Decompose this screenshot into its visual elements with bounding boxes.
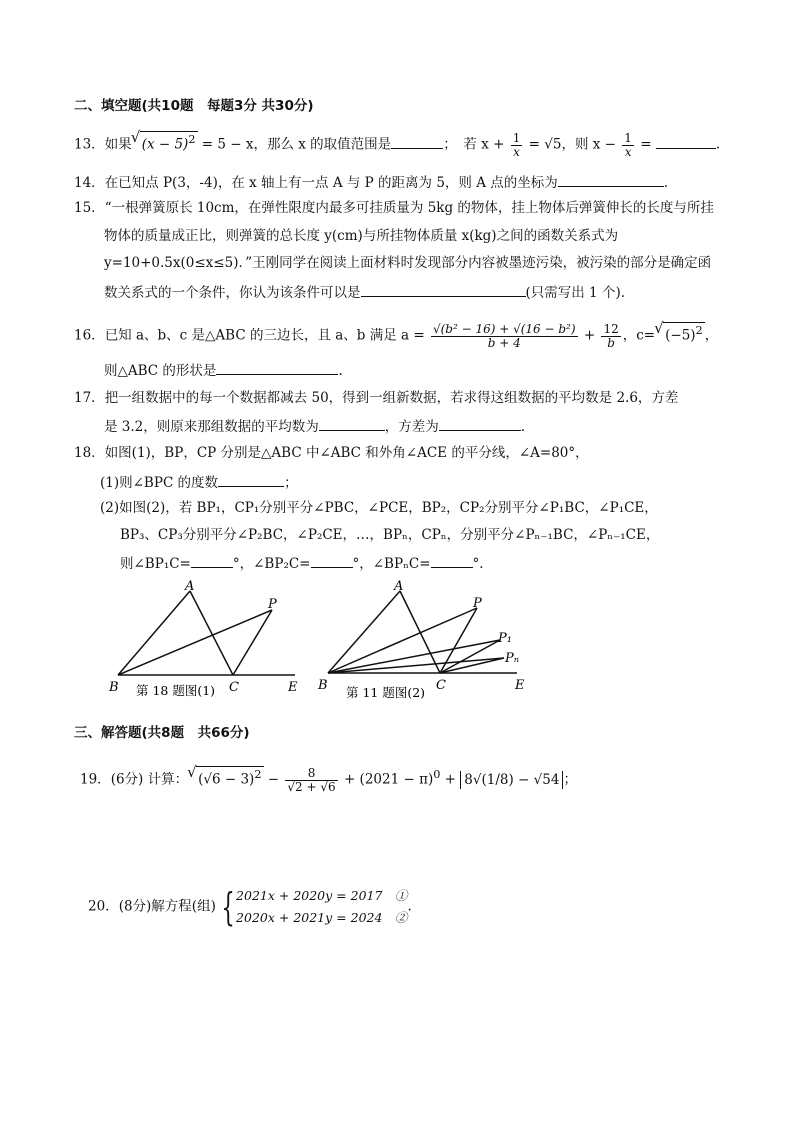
- q17-number: 17．: [74, 390, 105, 406]
- question-16-line-2: [104, 360, 343, 380]
- q18-line-3: (2)如图(2)，若 BP₁，CP₁分别平分∠PBC，∠PCE，BP₂，CP₂分别平分∠P₁BC，∠P₁CE，: [100, 500, 658, 516]
- question-17-line-2: [104, 416, 525, 436]
- q18-line-5a: 则∠BP₁C=: [120, 556, 191, 572]
- fig2-line-BP1: [328, 640, 500, 673]
- question-15-line-1: [74, 199, 714, 217]
- q13-text-1: 如果: [104, 136, 132, 153]
- question-18-line-5: [120, 553, 484, 573]
- q15-blank[interactable]: [361, 282, 526, 297]
- q19-end: ；: [563, 771, 577, 788]
- q19-abs: [460, 771, 563, 789]
- q16-fraction-2: [601, 323, 620, 350]
- q16-text-4: ，: [704, 327, 719, 344]
- q14-blank[interactable]: [558, 172, 664, 187]
- q19-abs-expr: 8√(1/8) − √54: [464, 771, 560, 788]
- q13-sqrt-expr: (x − 5): [141, 136, 189, 153]
- q16-sqrt-expr: (−5): [665, 327, 696, 344]
- q13-fraction-1: [511, 132, 523, 159]
- q13-text-5: =: [635, 136, 656, 153]
- q13-sqrt: [140, 131, 198, 153]
- q16-blank[interactable]: [216, 360, 338, 375]
- fig2-label-Pn: Pₙ: [505, 651, 520, 666]
- q17-line-1: 把一组数据中的每一个数据都减去 50，得到一组新数据，若求得这组数据的平均数是 2.6，方差: [104, 390, 679, 406]
- q20-brace: {: [221, 884, 235, 929]
- q20-text-1: (8分)解方程(组): [118, 898, 216, 915]
- q16-text-1: 已知 a、b、c 是△ABC 的三边长，且 a、b 满足 a =: [104, 327, 429, 344]
- section-2-title: 二、填空题(共10题 每题3分 共30分): [74, 98, 314, 114]
- q18-blank-2[interactable]: [191, 553, 233, 568]
- fig1-label-E: E: [288, 680, 298, 695]
- q15-number: 15．: [74, 200, 105, 216]
- q20-equation-2: 2020x + 2021y = 2024 ②: [236, 909, 408, 925]
- q19-sqrt-expr: (√6 − 3): [198, 771, 255, 788]
- q16-fraction-1: [431, 323, 578, 350]
- q20-equation-1: 2021x + 2020y = 2017 ①: [236, 887, 408, 903]
- fig2-caption: 第 11 题图(2): [346, 685, 426, 700]
- fig1-line-AC: [190, 591, 233, 675]
- q13-text-2: = 5 − x，那么 x 的取值范围是: [197, 136, 392, 153]
- q16-number: 16．: [74, 327, 105, 344]
- fig1-label-A: A: [185, 579, 195, 594]
- q16-line-2: 则△ABC 的形状是: [104, 363, 217, 379]
- q15-line-4a: 数关系式的一个条件，你认为该条件可以是: [104, 285, 361, 301]
- q16-end: .: [338, 363, 343, 379]
- q18-number: 18．: [74, 445, 105, 461]
- q18-line-2b: ；: [284, 475, 298, 491]
- q20-number: 20．: [88, 898, 119, 915]
- q18-blank-1[interactable]: [218, 472, 284, 487]
- fig1-line-BA: [118, 591, 190, 675]
- q19-number: 19．: [80, 771, 111, 788]
- q15-line-4b: (只需写出 1 个).: [525, 285, 625, 301]
- q16-frac2-num: 12: [603, 321, 619, 336]
- q15-line-3: y=10+0.5x(0≤x≤5)．”王刚同学在阅读上面材料时发现部分内容被墨迹污染，被污染的部分是确定函: [104, 255, 712, 271]
- question-19: [80, 766, 577, 794]
- fig1-line-CP: [233, 610, 272, 675]
- question-18: [74, 444, 589, 462]
- q13-end: .: [715, 136, 721, 153]
- question-13: [74, 131, 720, 159]
- q19-frac-num: 8: [285, 767, 337, 781]
- q13-frac2-den: x: [624, 144, 632, 159]
- q13-text-4: = √5，则 x −: [524, 136, 621, 153]
- q13-number: 13．: [74, 136, 105, 153]
- q16-text-2: +: [579, 327, 600, 344]
- q13-frac2-num: 1: [624, 130, 632, 145]
- q19-sqrt: [196, 766, 263, 788]
- q19-text-1: (6分) 计算：: [110, 771, 189, 788]
- fig1-label-C: C: [229, 680, 239, 695]
- q17-blank-2[interactable]: [439, 416, 521, 431]
- q17-line-2a: 是 3.2，则原来那组数据的平均数为: [104, 419, 319, 435]
- q17-end: .: [520, 419, 526, 435]
- section-3-title: 三、解答题(共8题 共66分): [74, 725, 250, 741]
- fig1-caption: 第 18 题图(1): [136, 683, 216, 698]
- fig2-label-C: C: [436, 678, 446, 693]
- q20-equation-system: [236, 885, 407, 929]
- fig2-line-BP: [328, 608, 477, 673]
- q19-fraction: [285, 767, 337, 794]
- q18-blank-4[interactable]: [431, 553, 473, 568]
- fig2-line-BPn: [328, 658, 504, 673]
- q19-text-3: + (2021 − π): [339, 771, 434, 788]
- question-15-line-4: [104, 282, 625, 302]
- q14-number: 14．: [74, 175, 105, 191]
- q13-frac-den: x: [513, 144, 520, 159]
- q18-line-5c: °，∠BPₙC=: [352, 556, 431, 572]
- q19-sup: 2: [254, 768, 262, 781]
- q18-line-5b: °，∠BP₂C=: [232, 556, 311, 572]
- q20-end: .: [407, 898, 412, 915]
- q19-text-4: +: [440, 771, 461, 788]
- q19-sup-2: 0: [433, 768, 441, 781]
- q17-blank-1[interactable]: [319, 416, 385, 431]
- q15-line-1: “一根弹簧原长 10cm，在弹性限度内最多可挂质量为 5kg 的物体，挂上物体后弹簧伸长的长度与所挂: [104, 200, 714, 216]
- q16-text-3: ，c=: [622, 327, 656, 344]
- fig2-label-B: B: [318, 678, 328, 693]
- fig2-label-E: E: [515, 678, 525, 693]
- q13-sup: 2: [188, 133, 196, 146]
- q18-line-1: 如图(1)，BP，CP 分别是△ABC 中∠ABC 和外角∠ACE 的平分线，∠A=80°，: [104, 445, 589, 461]
- q19-frac-den: √2 + √6: [287, 779, 336, 794]
- q13-fraction-2: [622, 132, 634, 159]
- question-17: [74, 389, 678, 407]
- q19-text-2: −: [263, 771, 284, 788]
- fig1-line-BP: [118, 610, 272, 675]
- fig1-label-B: B: [109, 680, 119, 695]
- fig1-label-P: P: [268, 597, 277, 612]
- fig2-label-P1: P₁: [498, 631, 512, 646]
- fig2-label-A: A: [394, 579, 404, 594]
- q18-blank-3[interactable]: [311, 553, 353, 568]
- fig2-line-AC: [400, 591, 440, 673]
- q14-text: 在已知点 P(3，-4)，在 x 轴上有一点 A 与 P 的距离为 5，则 A 点的坐标为: [104, 175, 558, 191]
- q16-sup: 2: [695, 324, 703, 337]
- question-14: [74, 172, 668, 192]
- q13-blank-1[interactable]: [391, 134, 443, 149]
- q13-text-3: ； 若 x +: [443, 136, 509, 153]
- q15-line-2: 物体的质量成正比，则弹簧的总长度 y(cm)与所挂物体质量 x(kg)之间的函数关系式为: [104, 228, 619, 244]
- question-16: [74, 322, 718, 350]
- figure-18-2: [312, 578, 532, 708]
- question-20: [88, 884, 412, 929]
- fig2-label-P: P: [473, 596, 482, 611]
- q18-line-4: BP₃、CP₃分别平分∠P₂BC，∠P₂CE，…，BPₙ，CPₙ，分别平分∠Pₙ₋₁BC，∠Pₙ₋₁CE，: [120, 527, 660, 543]
- figure-18-1: [100, 578, 310, 708]
- q18-line-2a: (1)则∠BPC 的度数: [100, 475, 219, 491]
- q13-blank-2[interactable]: [656, 134, 716, 149]
- q16-frac-num: √(b² − 16) + √(16 − b²): [432, 321, 576, 336]
- q17-line-2b: ，方差为: [384, 419, 439, 435]
- q14-end: .: [663, 175, 669, 191]
- q16-sqrt: [663, 322, 705, 344]
- q16-frac-den: b + 4: [487, 335, 521, 350]
- q18-line-5d: °.: [472, 556, 484, 572]
- question-18-line-2: [100, 472, 298, 492]
- q16-frac2-den: b: [607, 335, 615, 350]
- q13-frac-num: 1: [512, 130, 521, 145]
